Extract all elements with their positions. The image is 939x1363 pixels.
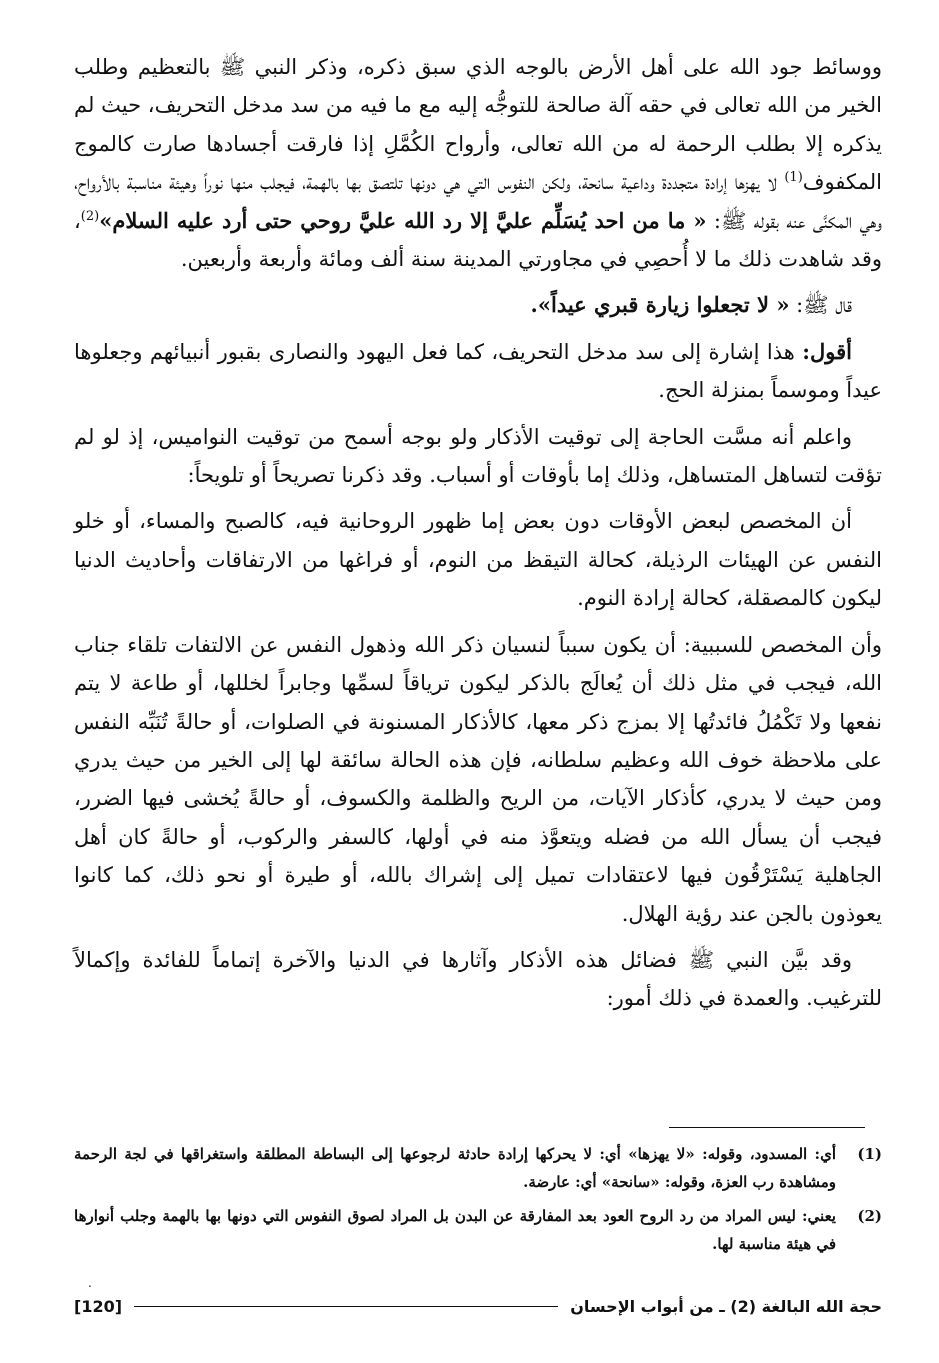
footnote-2 [74,1202,882,1258]
paragraph-1-text: ووسائط جود الله على أهل الأرض بالوجه الذي سبق ذكره، وذكر النبي ﷺ بالتعظيم وطلب الخير من الله تعالى في حقه آلة صالحة للتوجُّه إليه مع ما فيه من سد مدخل التحريف، حيث لم يذكره إلا بطلب الرحمة له من الله تعالى، وأرواح الكُمَّلِ إذا فارقت أجسادها صارت كالموج المكفوف [74,55,882,195]
paragraph-4: واعلم أنه مسَّت الحاجة إلى توقيت الأذكار ولو بوجه أسمح من توقيت النواميس، إذ لو لم تؤقت لتساهل المتساهل، وذلك إما بأوقات أو أسباب. وقد ذكرنا تصريحاً أو تلويحاً: [74,424,882,488]
paragraph-7: وقد بيَّن النبي ﷺ فضائل هذه الأذكار وآثارها في الدنيا والآخرة إتماماً للفائدة وإكمالاً للترغيب. والعمدة في ذلك أمور: [74,947,882,1011]
paragraph-1-text-b: لا يهزها إرادة متجددة وداعية سانحة، ولكن النفوس التي هي دونها تلتصق بها بالهمة، فيجلب منها نوراً وهيئة مناسبة بالأرواح، وهي المكنَّى عنه بقوله ﷺ: [74,170,882,233]
paragraph-5: أن المخصص لبعض الأوقات دون بعض إما ظهور الروحانية فيه، كالصبح والمساء، أو خلو النفس عن الهيئات الرذيلة، كحالة التيقظ من النوم، أو فراغها من الارتفاقات وأحاديث الدنيا ليكون كالمصقلة، كحالة إرادة النوم. [74,509,882,611]
paragraph-1 [74,48,882,278]
paragraph-1-text-c: ، وقد شاهدت ذلك ما لا أُحصِي في مجاورتي المدينة سنة ألف ومائة وأربعة وأربعين. [74,208,882,272]
paragraph-2 [74,286,882,324]
page-footer [74,1294,882,1318]
page-number: [120] [74,1296,123,1316]
paragraph-3-text: هذا إشارة إلى سد مدخل التحريف، كما فعل اليهود والنصارى بقبور أنبيائهم وجعلوها عيداً وموسماً بمنزلة الحج. [74,339,882,403]
paragraph-6: وأن المخصص للسببية: أن يكون سبباً لنسيان ذكر الله وذهول النفس عن الالتفات تلقاء جناب الله، فيجب في مثل ذلك أن يُعالَج بالذكر ليكون ترياقاً لسمِّها وجابراً لخللها، أو طاعة لا يتم نفعها ولا تَكْمُلُ فائدتُها إلا بمزج ذكر معها، كالأذكار المسنونة في الصلوات، أو حالةً تُنَبِّه النفس على ملاحظة خوف الله وعظيم سلطانه، فإن هذه الحالة سائقة لها إلى الخير من حيث يدري ومن حيث لا يدري، كأذكار الآيات، من الريح والظلمة والكسوف، أو حالةً يُخشى فيها الضرر، فيجب أن يسأل الله من فضله ويتعوَّذ منه في أولها، كالسفر والركوب، أو حالةً كان أهل الجاهلية يَسْتَرْقُون فيها لاعتقادات تميل إلى إشراك بالله، أو طيرة أو نحو ذلك، كما كانوا يعوذون بالجن عند رؤية الهلال. [74,632,882,926]
aqulu-label: أقول: [802,338,852,364]
running-title: حجة الله البالغة (2) ـ من أبواب الإحسان [570,1296,882,1316]
footnote-number: (1) [857,1145,882,1163]
footnote-ref-2[interactable]: (2) [80,208,100,224]
footnote-1 [74,1140,882,1196]
hadith-intro: قال ﷺ: [789,293,852,318]
main-text [74,48,882,1026]
footnote-text: أي: المسدود، وقوله: «لا يهزها» أي: لا يحركها إرادة حادثة لرجوعها إلى البساطة المطلقة واستغراقها في لجة الرحمة ومشاهدة رب العزة، وقوله: «سانحة» أي: عارضة. [74,1145,836,1191]
footnote-number: (2) [857,1207,882,1225]
paragraph-3 [74,333,882,410]
hadith-quote-1: « ما من احد يُسَلِّم عليَّ إلا رد الله عليَّ روحي حتى أرد عليه السلام» [99,207,707,233]
hadith-quote-2: « لا تجعلوا زيارة قبري عيداً». [530,292,790,318]
footnote-ref-1[interactable]: (1) [784,170,803,186]
footnote-text: يعني: ليس المراد من رد الروح العود بعد المفارقة عن البدن بل المراد لصوق النفوس التي دونها بها بالهمة وجلب أنوارها في هيئة مناسبة لها. [74,1207,836,1253]
stray-mark: . [88,1276,92,1290]
footnote-separator [669,1127,865,1128]
footer-rule [134,1306,558,1307]
footnotes [74,1140,882,1264]
